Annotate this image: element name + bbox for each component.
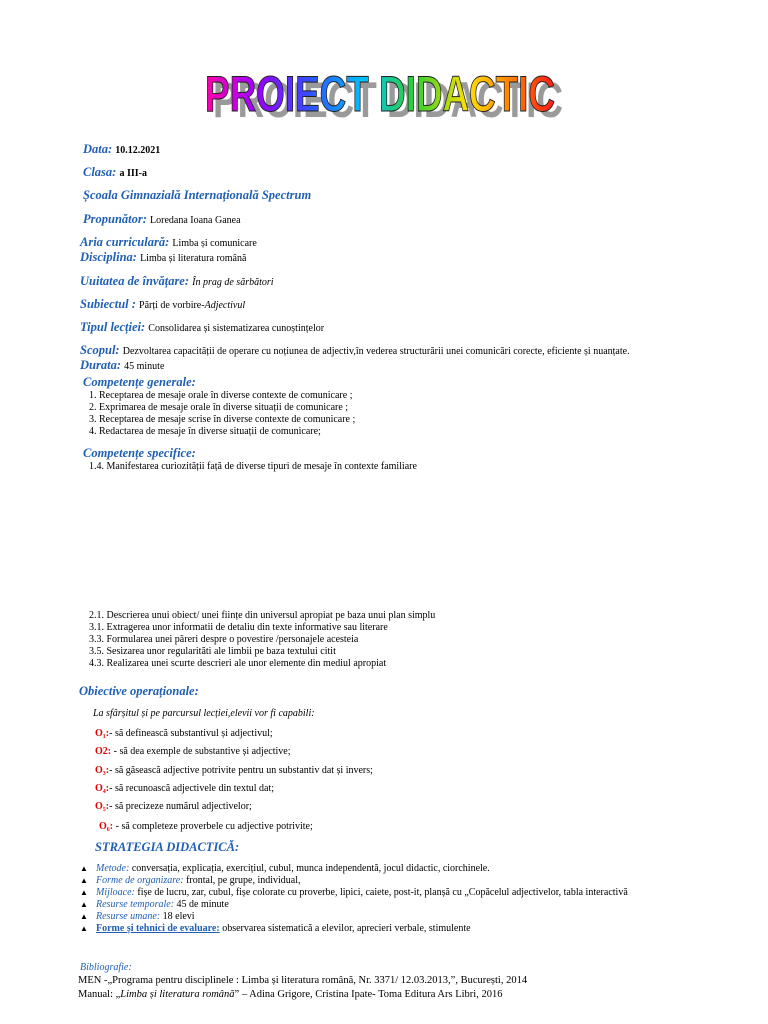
list-item	[80, 899, 628, 911]
strategia-item-text: frontal, pe grupe, individual,	[183, 875, 301, 886]
clasa-value: a III-a	[119, 168, 147, 179]
strategia-item-text: 45 de minute	[174, 899, 229, 910]
clasa-label: Clasa:	[83, 165, 117, 179]
strategia-item-text: 18 elevi	[160, 911, 195, 922]
strategia-item-text: observarea sistematică a elevilor, aprecieri verbale, stimulente	[219, 923, 471, 934]
objective-code: O₄:	[95, 783, 110, 794]
durata-label: Durata:	[80, 358, 121, 372]
title-shadow: PROIECT DIDACTIC	[213, 72, 563, 128]
data-label: Data:	[83, 142, 113, 156]
objective-text: - să dea exemple de substantive și adjective;	[111, 746, 291, 757]
objective-code: O₆:	[99, 821, 114, 832]
list-item: 1. Receptarea de mesaje orale în diverse contexte de comunicare ;	[89, 390, 353, 401]
list-item: 2. Exprimarea de mesaje orale în diverse situații de comunicare ;	[89, 402, 349, 413]
disciplina-label: Disciplina:	[80, 250, 137, 264]
objective-text: - să definească substantivul și adjectivul;	[109, 728, 273, 739]
propunator-label: Propunător:	[83, 212, 147, 226]
objective-row	[95, 783, 274, 794]
list-item: 3.1. Extragerea unor informatii de detaliu din texte informative sau literare	[89, 622, 388, 633]
list-item	[80, 863, 628, 875]
objective-code: O2:	[95, 746, 112, 757]
subiectul-field	[80, 297, 245, 312]
strategia-item-label: Mijloace:	[96, 887, 135, 898]
list-item: 3.5. Sesizarea unor regularităti ale limbii pe baza textului citit	[89, 646, 336, 657]
triangle-bullet-icon: ▲	[80, 900, 88, 909]
strategia-item-label: Resurse umane:	[96, 911, 161, 922]
bibliografie-line-1: MEN -„Programa pentru disciplinele : Limba și literatura română, Nr. 3371/ 12.03.2013,”, București, 2014	[78, 975, 528, 986]
objective-code: O₅:	[95, 801, 110, 812]
strategia-item-label: Resurse temporale:	[96, 899, 175, 910]
list-item	[80, 911, 628, 923]
title-wordart	[180, 55, 580, 135]
triangle-bullet-icon: ▲	[80, 912, 88, 921]
tipul-field	[80, 320, 324, 335]
list-item: 3. Receptarea de mesaje scrise în diverse contexte de comunicare ;	[89, 414, 356, 425]
list-item	[80, 875, 628, 887]
bib-rest: ” – Adina Grigore, Cristina Ipate- Toma Editura Ars Libri, 2016	[234, 989, 503, 1000]
triangle-bullet-icon: ▲	[80, 864, 88, 873]
unitatea-value: În prag de sărbători	[192, 277, 274, 288]
objective-row	[95, 728, 273, 739]
obiective-intro: La sfârșitul și pe parcursul lecției,elevii vor fi capabili:	[93, 708, 315, 719]
objective-text: - să precizeze numărul adjectivelor;	[109, 801, 252, 812]
aria-value: Limba și comunicare	[172, 238, 257, 249]
bibliografie-label: Bibliografie:	[80, 962, 132, 973]
durata-value: 45 minute	[124, 361, 165, 372]
strategia-item-text: conversația, explicația, exercițiul, cubul, munca independentă, jocul didactic, ciorchinele.	[129, 863, 490, 874]
list-item	[80, 887, 628, 899]
aria-field	[80, 235, 257, 250]
objective-row	[95, 746, 291, 757]
triangle-bullet-icon: ▲	[80, 876, 88, 885]
tipul-value: Consolidarea și sistematizarea cunoștințelor	[148, 323, 325, 334]
bibliografie-line-2	[78, 989, 502, 1000]
durata-field	[80, 358, 164, 373]
aria-label: Aria curriculară:	[80, 235, 170, 249]
propunator-value: Loredana Ioana Ganea	[150, 215, 241, 226]
page-title: PROIECT DIDACTIC	[205, 66, 555, 122]
list-item: 4.3. Realizarea unei scurte descrieri ale unor elemente din mediul apropiat	[89, 658, 387, 669]
list-item: 3.3. Formularea unei păreri despre o povestire /personajele acesteia	[89, 634, 359, 645]
competente-generale-label: Competențe generale:	[83, 375, 196, 389]
bib-prefix: Manual: „	[78, 989, 121, 1000]
objective-code: O₃:	[95, 765, 110, 776]
strategia-item-label: Metode:	[96, 863, 130, 874]
scopul-value: Dezvoltarea capacității de operare cu noțiunea de adjectiv,în vederea structurării unei comunicări corecte, eficiente și nuanțate.	[122, 346, 630, 357]
objective-text: - să recunoască adjectivele din textul dat;	[109, 783, 275, 794]
list-item: 2.1. Descrierea unui obiect/ unei ființe din universul apropiat pe baza unui plan simplu	[89, 610, 436, 621]
strategia-item-text: fișe de lucru, zar, cubul, fișe colorate cu proverbe, lipici, caiete, post-it, planșă cu „Copăcelul adjectivelor, tabla interactivă	[134, 887, 628, 898]
competente-specifice-label: Competențe specifice:	[83, 446, 196, 460]
triangle-bullet-icon: ▲	[80, 888, 88, 897]
objective-row	[95, 765, 373, 776]
list-item: 4. Redactarea de mesaje în diverse situații de comunicare;	[89, 426, 321, 437]
propunator-field	[83, 212, 241, 227]
subiectul-value-italic: Adjectivul	[204, 300, 246, 311]
objective-text: - să găsească adjective potrivite pentru un substantiv dat și invers;	[109, 765, 373, 776]
objective-row	[99, 821, 313, 832]
competente-specifice-list	[89, 610, 435, 670]
bib-title: Limba și literatura română	[120, 989, 235, 1000]
disciplina-value: Limba și literatura română	[140, 253, 247, 264]
subiectul-value: Părți de vorbire-	[139, 300, 205, 311]
data-field	[83, 142, 160, 157]
tipul-label: Tipul lecției:	[80, 320, 146, 334]
objective-text: - să completeze proverbele cu adjective potrivite;	[113, 821, 313, 832]
scopul-field	[80, 343, 630, 358]
objective-code: O₁:	[95, 728, 110, 739]
strategia-item-label: Forme de organizare:	[96, 875, 184, 886]
disciplina-field	[80, 250, 246, 265]
unitatea-label: Uuitatea de învățare:	[80, 274, 190, 288]
data-value: 10.12.2021	[115, 145, 161, 156]
list-item	[80, 923, 628, 935]
strategia-label: STRATEGIA DIDACTICĂ:	[95, 840, 240, 854]
scoala-name: Școala Gimnazială Internațională Spectrum	[83, 188, 312, 202]
competenta-specifica-first: 1.4. Manifestarea curiozității față de diverse tipuri de mesaje în contexte familiare	[89, 461, 417, 472]
obiective-label: Obiective operaționale:	[79, 684, 199, 698]
unitatea-field	[80, 274, 274, 289]
clasa-field	[83, 165, 147, 180]
objective-row	[95, 801, 252, 812]
strategia-item-label: Forme și tehnici de evaluare:	[96, 923, 220, 934]
strategia-list	[80, 863, 628, 935]
subiectul-label: Subiectul :	[80, 297, 136, 311]
triangle-bullet-icon: ▲	[80, 924, 88, 933]
competente-generale-list	[89, 390, 355, 438]
scopul-label: Scopul:	[80, 343, 120, 357]
